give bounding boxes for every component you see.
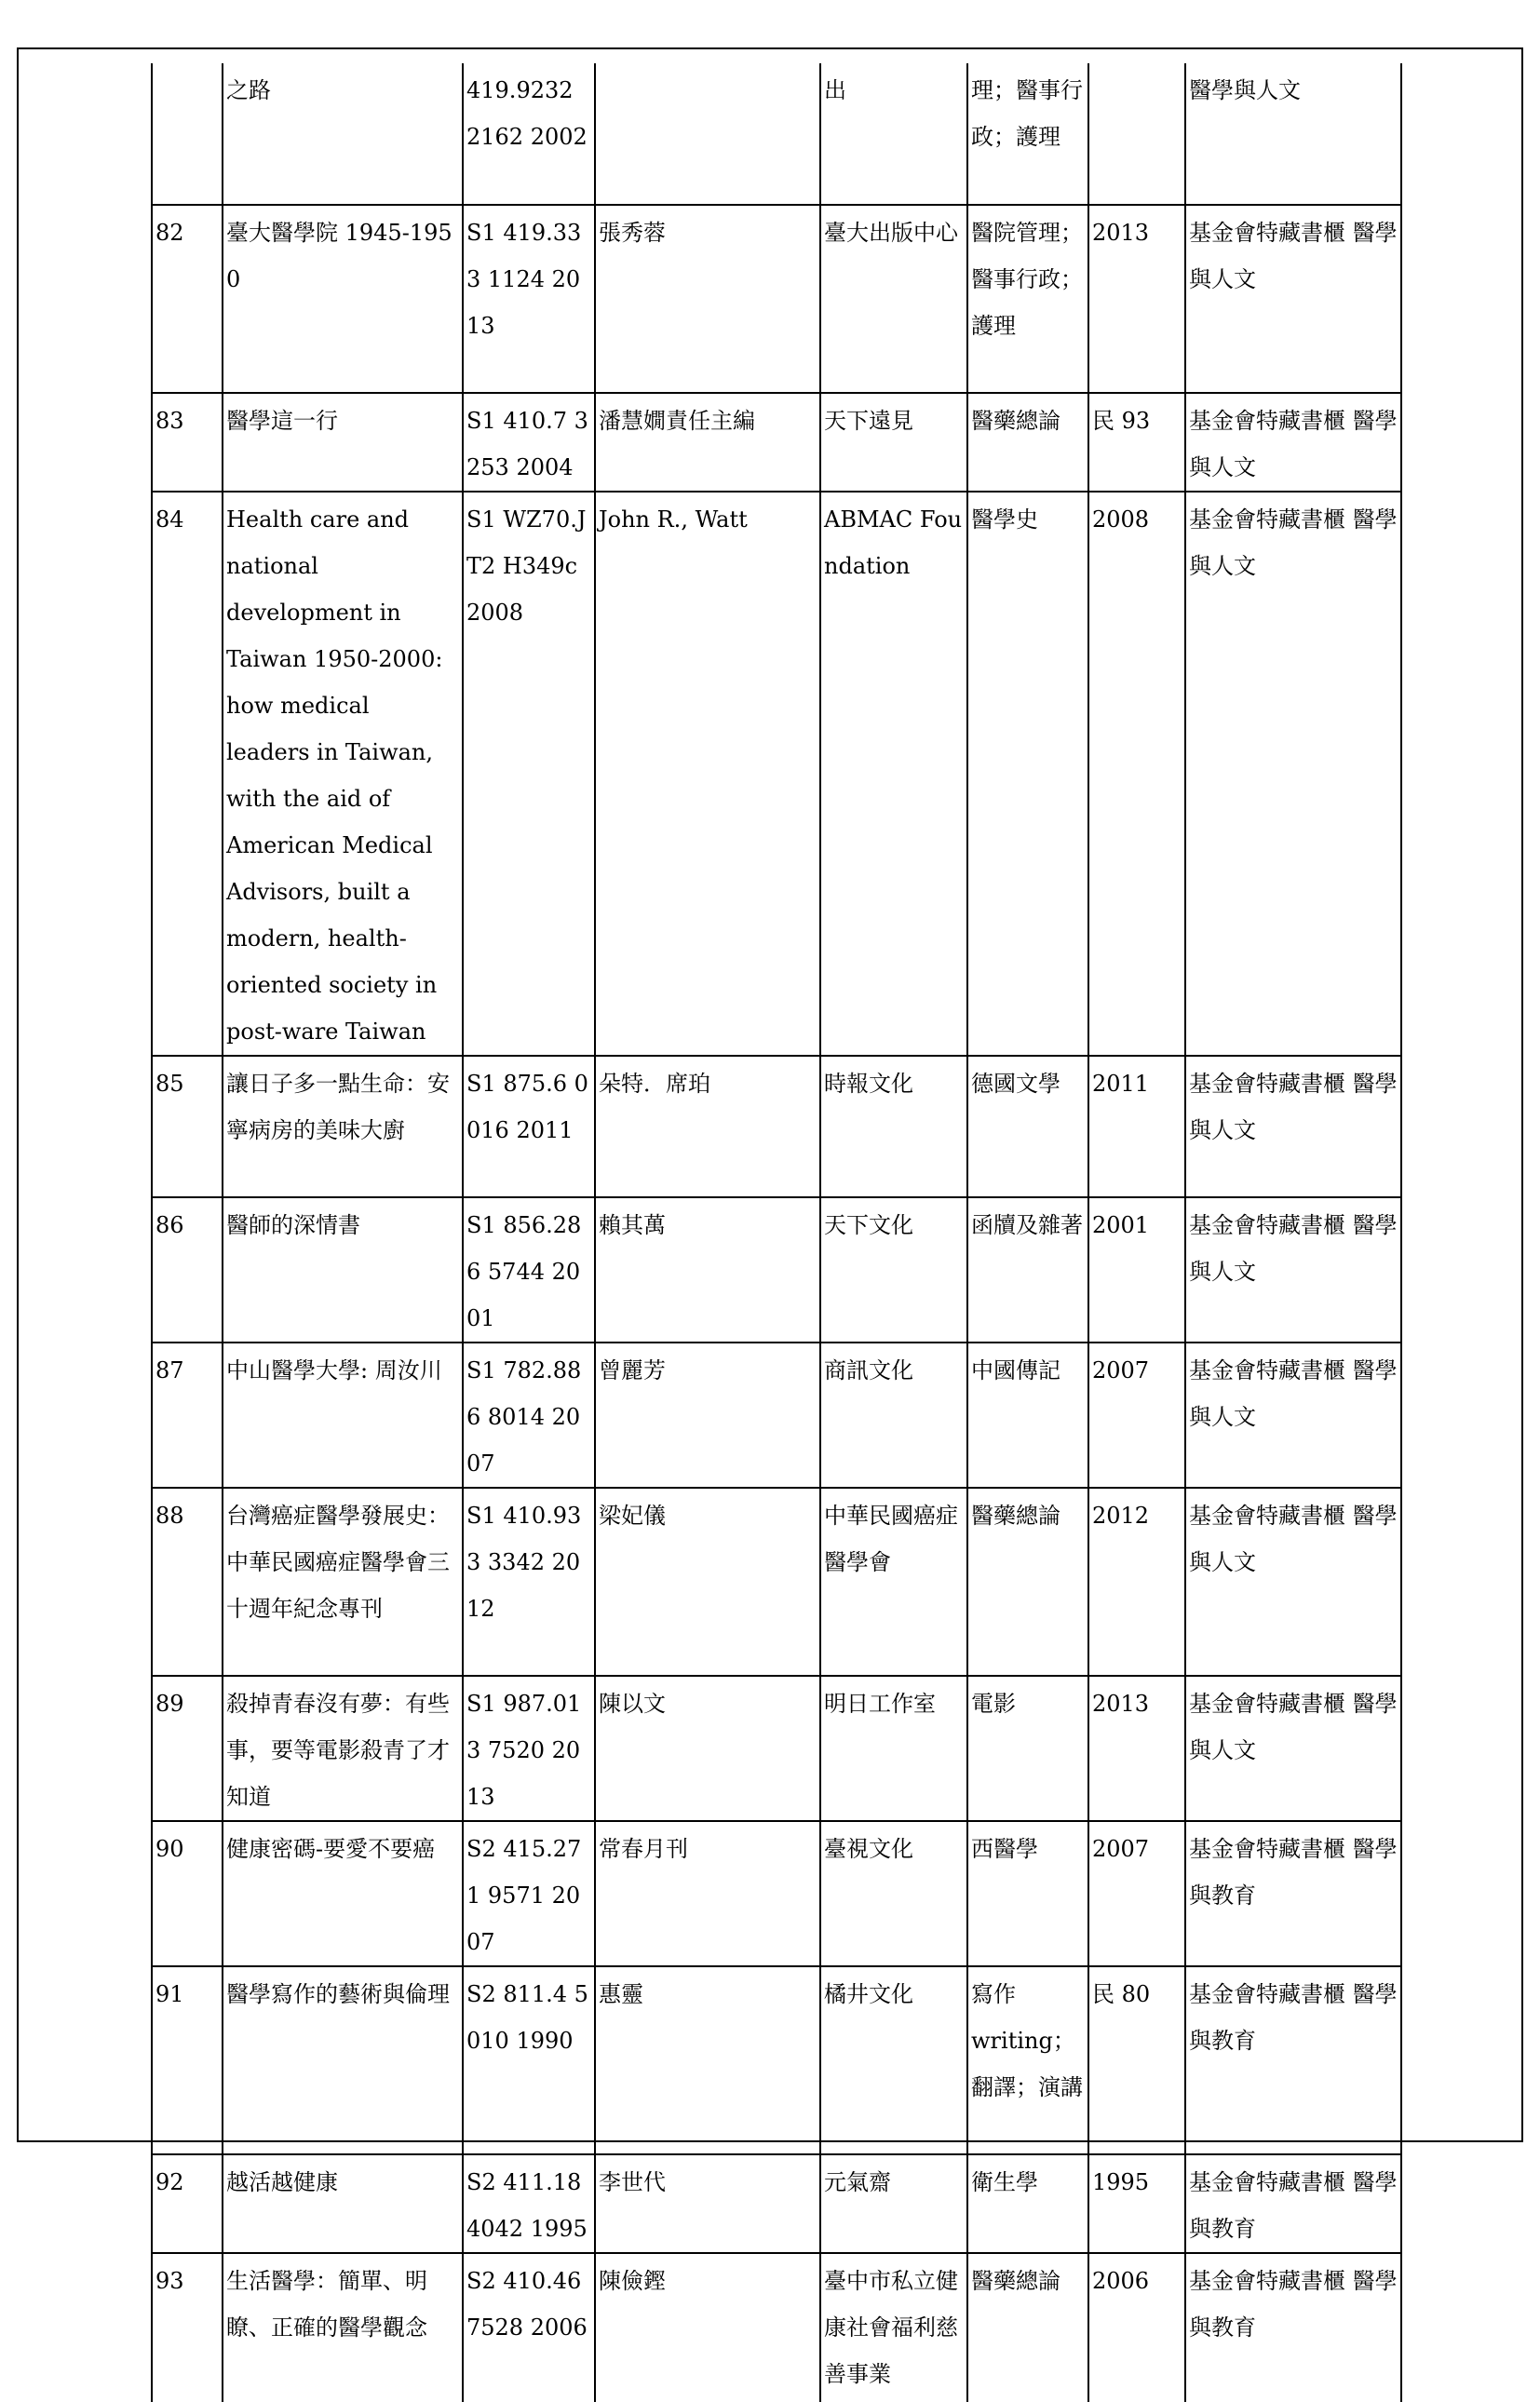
year: 民 80 — [1088, 1966, 1185, 2154]
call-number: 419.9232 2162 2002 — [463, 63, 595, 205]
subject: 醫學史 — [967, 492, 1088, 1056]
author: 惠靈 — [595, 1966, 820, 2154]
subject: 寫作 writing；翻譯；演講 — [967, 1966, 1088, 2154]
book-title: 醫學這一行 — [223, 393, 463, 492]
book-title: 醫學寫作的藝術與倫理 — [223, 1966, 463, 2154]
call-number: S1 410.7 3253 2004 — [463, 393, 595, 492]
location: 基金會特藏書櫃 醫學與人文 — [1185, 1343, 1401, 1488]
table-row — [152, 1966, 1401, 2154]
location: 基金會特藏書櫃 醫學與教育 — [1185, 1966, 1401, 2154]
row-number: 93 — [152, 2253, 223, 2402]
table-row — [152, 63, 1401, 205]
publisher: 商訊文化 — [820, 1343, 967, 1488]
table-row — [152, 492, 1401, 1056]
publisher: 出 — [820, 63, 967, 205]
call-number: S1 987.013 7520 2013 — [463, 1676, 595, 1821]
subject: 醫藥總論 — [967, 2253, 1088, 2402]
author: 陳以文 — [595, 1676, 820, 1821]
table-row — [152, 2253, 1401, 2402]
row-number: 92 — [152, 2154, 223, 2253]
call-number: S1 875.6 0016 2011 — [463, 1056, 595, 1197]
location: 基金會特藏書櫃 醫學與人文 — [1185, 393, 1401, 492]
author — [595, 63, 820, 205]
location: 基金會特藏書櫃 醫學與教育 — [1185, 1821, 1401, 1966]
location: 基金會特藏書櫃 醫學與人文 — [1185, 1197, 1401, 1343]
year: 民 93 — [1088, 393, 1185, 492]
year: 2007 — [1088, 1821, 1185, 1966]
table-row — [152, 1056, 1401, 1197]
book-title: 健康密碼-要愛不要癌 — [223, 1821, 463, 1966]
book-title: 越活越健康 — [223, 2154, 463, 2253]
publisher: 橘井文化 — [820, 1966, 967, 2154]
table-row — [152, 1343, 1401, 1488]
author: 陳儉鏗 — [595, 2253, 820, 2402]
year: 1995 — [1088, 2154, 1185, 2253]
subject: 衛生學 — [967, 2154, 1088, 2253]
table-row — [152, 1821, 1401, 1966]
location: 基金會特藏書櫃 醫學與人文 — [1185, 1676, 1401, 1821]
author: 曾麗芳 — [595, 1343, 820, 1488]
year: 2008 — [1088, 492, 1185, 1056]
table-row — [152, 1676, 1401, 1821]
row-number: 87 — [152, 1343, 223, 1488]
row-number: 84 — [152, 492, 223, 1056]
location: 基金會特藏書櫃 醫學與教育 — [1185, 2253, 1401, 2402]
row-number: 91 — [152, 1966, 223, 2154]
call-number: S1 419.333 1124 2013 — [463, 205, 595, 393]
publisher: 天下文化 — [820, 1197, 967, 1343]
subject: 醫藥總論 — [967, 393, 1088, 492]
publisher: ABMAC Foundation — [820, 492, 967, 1056]
row-number: 86 — [152, 1197, 223, 1343]
subject: 德國文學 — [967, 1056, 1088, 1197]
table-row — [152, 1488, 1401, 1676]
book-title: 讓日子多一點生命：安寧病房的美味大廚 — [223, 1056, 463, 1197]
author: 梁妃儀 — [595, 1488, 820, 1676]
publisher: 時報文化 — [820, 1056, 967, 1197]
row-number: 83 — [152, 393, 223, 492]
location: 基金會特藏書櫃 醫學與人文 — [1185, 1488, 1401, 1676]
subject: 電影 — [967, 1676, 1088, 1821]
subject: 西醫學 — [967, 1821, 1088, 1966]
call-number: S1 410.933 3342 2012 — [463, 1488, 595, 1676]
table-row — [152, 205, 1401, 393]
location: 基金會特藏書櫃 醫學與人文 — [1185, 492, 1401, 1056]
author: 常春月刊 — [595, 1821, 820, 1966]
subject: 理；醫事行政；護理 — [967, 63, 1088, 205]
year: 2007 — [1088, 1343, 1185, 1488]
year: 2012 — [1088, 1488, 1185, 1676]
subject: 中國傳記 — [967, 1343, 1088, 1488]
publisher: 中華民國癌症醫學會 — [820, 1488, 967, 1676]
table-row — [152, 2154, 1401, 2253]
call-number: S2 410.46 7528 2006 — [463, 2253, 595, 2402]
publisher: 臺中市私立健康社會福利慈善事業 — [820, 2253, 967, 2402]
author: 賴其萬 — [595, 1197, 820, 1343]
publisher: 元氣齋 — [820, 2154, 967, 2253]
book-title: 台灣癌症醫學發展史：中華民國癌症醫學會三十週年紀念專刊 — [223, 1488, 463, 1676]
book-title: 殺掉青春沒有夢：有些事，要等電影殺青了才知道 — [223, 1676, 463, 1821]
call-number: S2 415.271 9571 2007 — [463, 1821, 595, 1966]
location: 基金會特藏書櫃 醫學與教育 — [1185, 2154, 1401, 2253]
year: 2013 — [1088, 1676, 1185, 1821]
author: 李世代 — [595, 2154, 820, 2253]
book-title: 臺大醫學院 1945-1950 — [223, 205, 463, 393]
book-title: 醫師的深情書 — [223, 1197, 463, 1343]
row-number: 89 — [152, 1676, 223, 1821]
book-title: 之路 — [223, 63, 463, 205]
book-title: Health care and national development in Taiwan 1950-2000: how medical leaders in Taiwan, with the aid of American Medical Advisors, built a modern, health-oriented society in post-ware Taiwan — [223, 492, 463, 1056]
author: 張秀蓉 — [595, 205, 820, 393]
year: 2001 — [1088, 1197, 1185, 1343]
book-title: 中山醫學大學: 周汝川 — [223, 1343, 463, 1488]
publisher: 天下遠見 — [820, 393, 967, 492]
call-number: S1 782.886 8014 2007 — [463, 1343, 595, 1488]
publisher: 臺視文化 — [820, 1821, 967, 1966]
location: 基金會特藏書櫃 醫學與人文 — [1185, 205, 1401, 393]
row-number: 88 — [152, 1488, 223, 1676]
publisher: 明日工作室 — [820, 1676, 967, 1821]
row-number: 82 — [152, 205, 223, 393]
location: 基金會特藏書櫃 醫學與人文 — [1185, 1056, 1401, 1197]
author: 朵特．席珀 — [595, 1056, 820, 1197]
book-title: 生活醫學：簡單、明瞭、正確的醫學觀念 — [223, 2253, 463, 2402]
year: 2011 — [1088, 1056, 1185, 1197]
table-row — [152, 1197, 1401, 1343]
subject: 醫院管理；醫事行政；護理 — [967, 205, 1088, 393]
author: John R., Watt — [595, 492, 820, 1056]
year: 2006 — [1088, 2253, 1185, 2402]
location: 醫學與人文 — [1185, 63, 1401, 205]
author: 潘慧嫺責任主編 — [595, 393, 820, 492]
subject: 函牘及雜著 — [967, 1197, 1088, 1343]
year: 2013 — [1088, 205, 1185, 393]
row-number: 90 — [152, 1821, 223, 1966]
call-number: S2 411.18 4042 1995 — [463, 2154, 595, 2253]
call-number: S2 811.4 5010 1990 — [463, 1966, 595, 2154]
subject: 醫藥總論 — [967, 1488, 1088, 1676]
call-number: S1 856.286 5744 2001 — [463, 1197, 595, 1343]
publisher: 臺大出版中心 — [820, 205, 967, 393]
table-row — [152, 393, 1401, 492]
row-number: 85 — [152, 1056, 223, 1197]
year — [1088, 63, 1185, 205]
book-catalog-table — [151, 63, 1402, 2402]
row-number — [152, 63, 223, 205]
call-number: S1 WZ70.JT2 H349c 2008 — [463, 492, 595, 1056]
